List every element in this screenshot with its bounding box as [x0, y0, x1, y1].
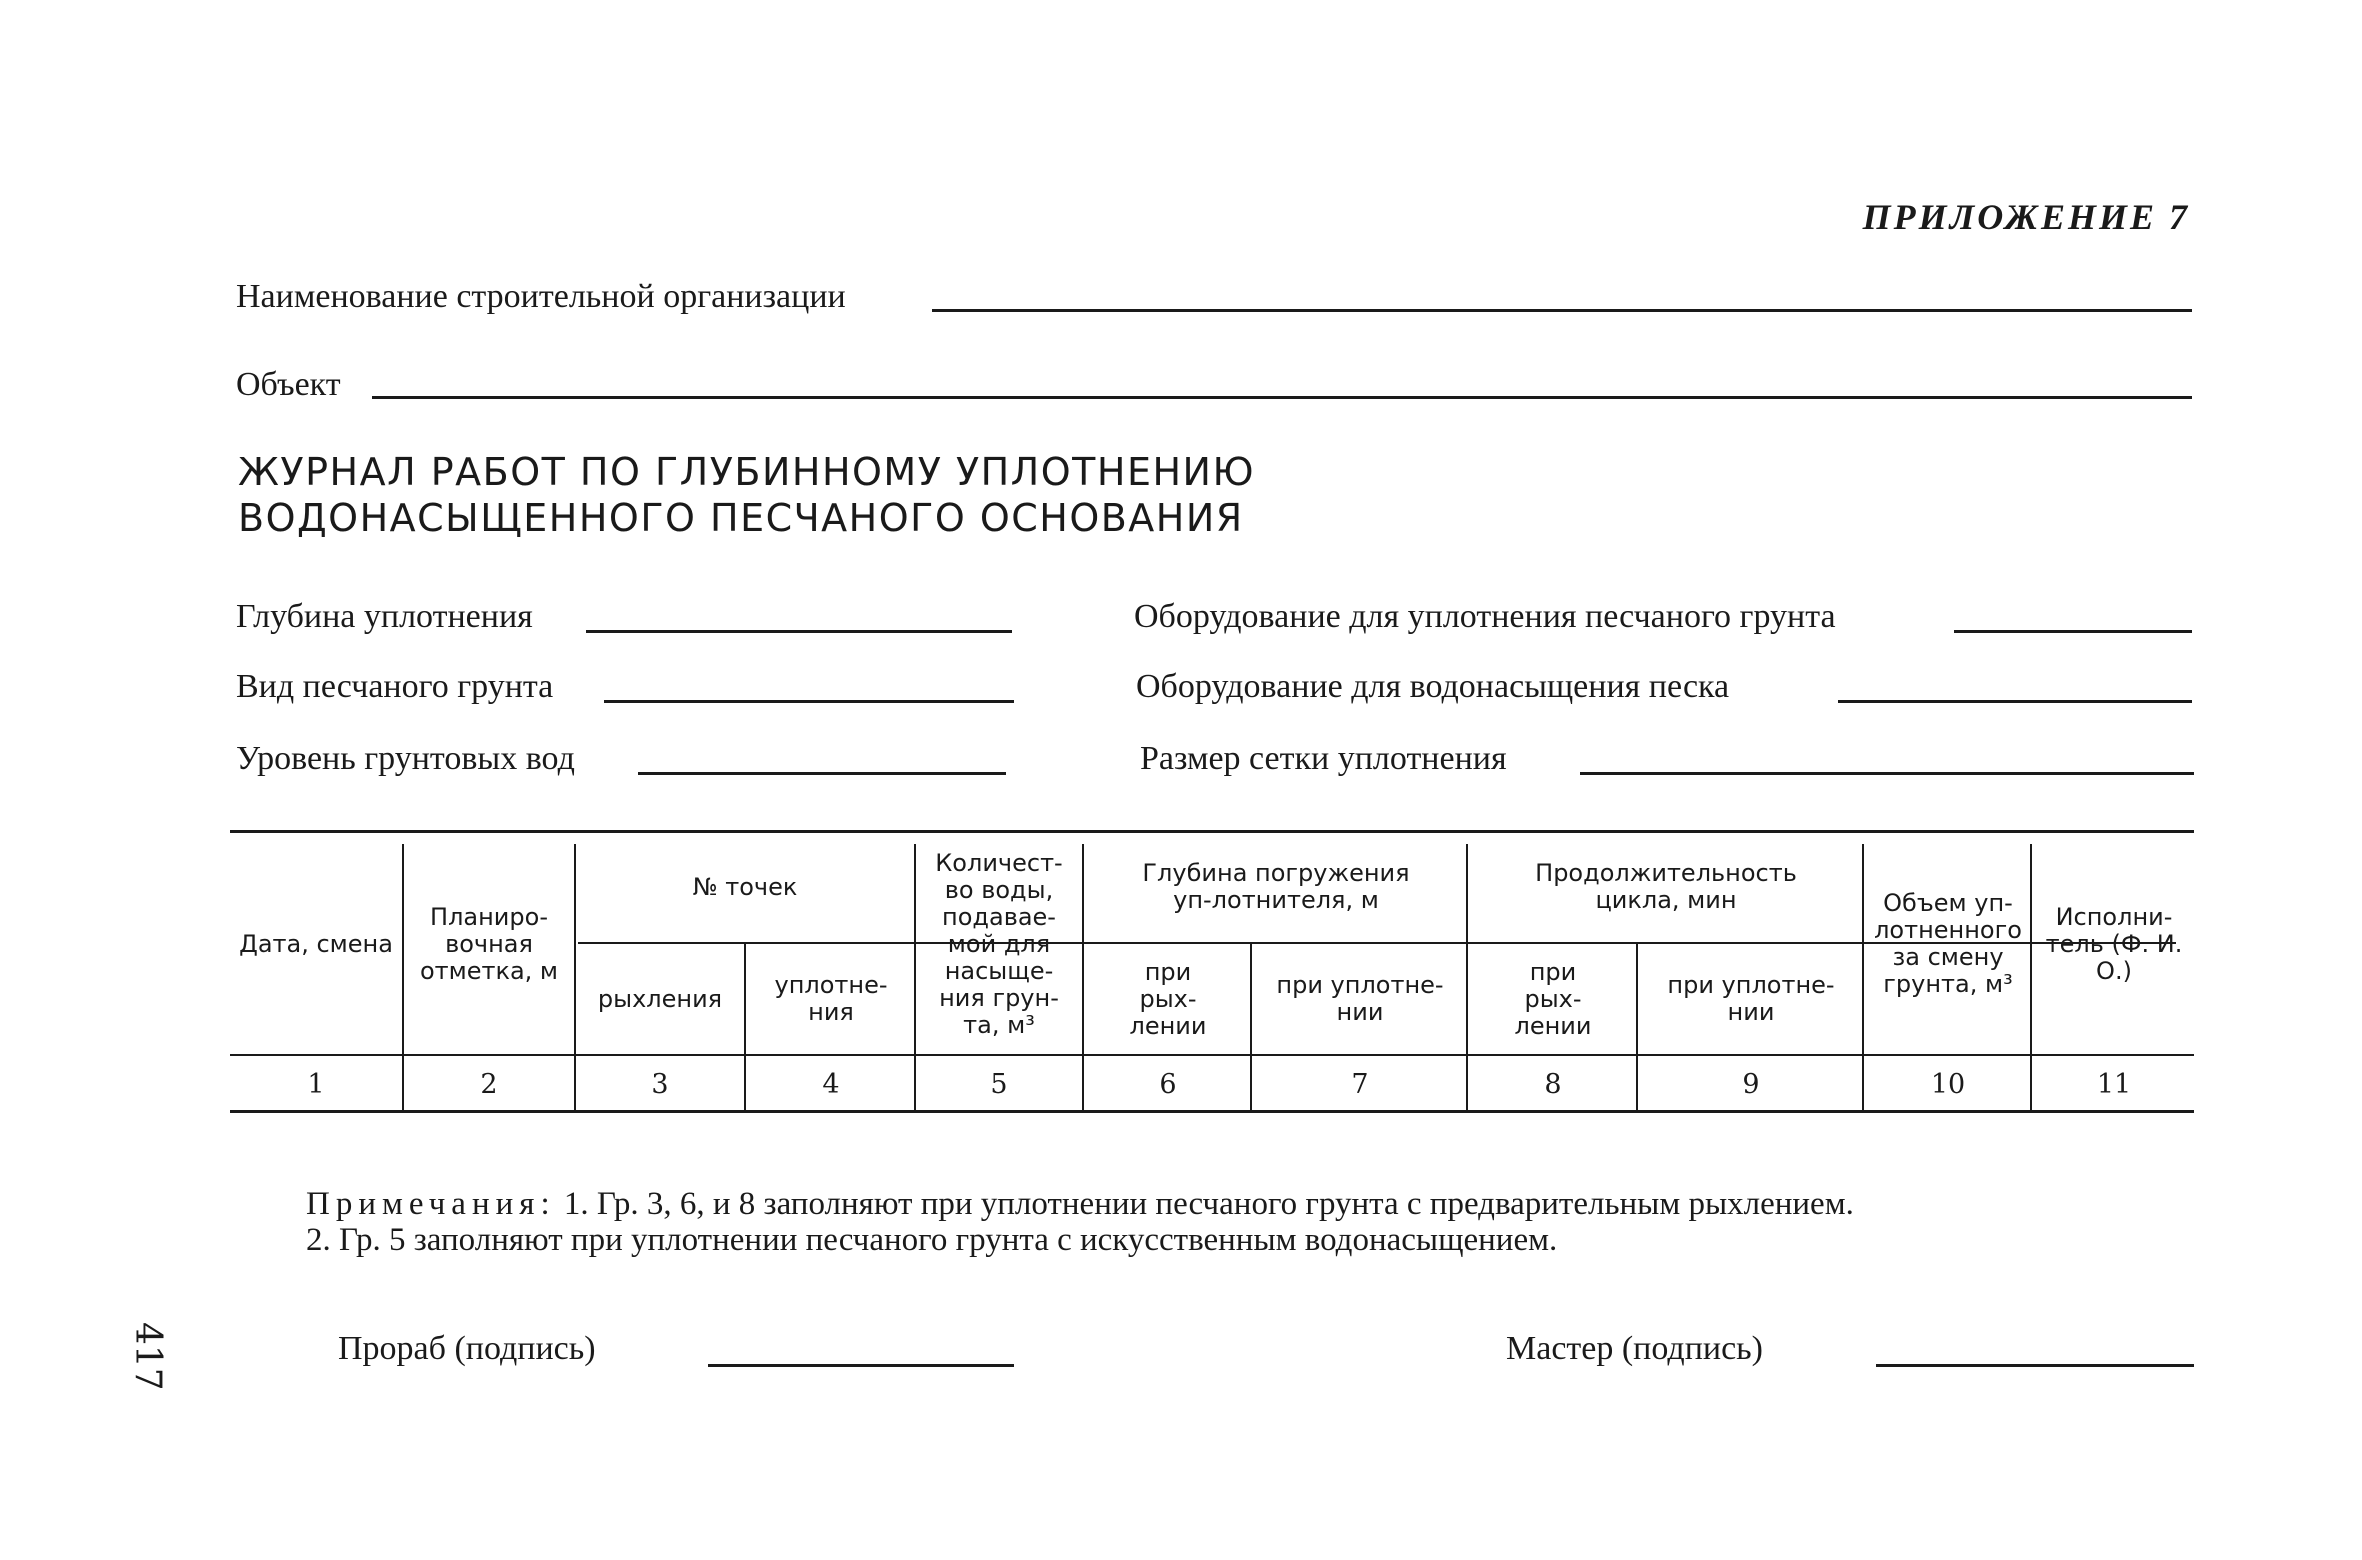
column-number: 8 — [1544, 1068, 1562, 1100]
col-divider — [402, 844, 404, 1110]
foreman-signature-label: Прораб (подпись) — [338, 1330, 596, 1367]
column-number: 5 — [990, 1068, 1008, 1100]
header-water-amount: Количест-во воды, подавае-мой для насыще-ния грун-та, м³ — [935, 848, 1063, 1039]
header-depth: Глубина погружения уп-лотнителя, м — [1142, 859, 1410, 914]
header-duration: Продолжительность цикла, мин — [1535, 859, 1797, 914]
header-bottom-rule — [230, 1054, 2194, 1056]
header-date: Дата, смена — [239, 929, 393, 958]
foreman-signature-field[interactable] — [708, 1364, 1014, 1367]
col-divider — [1250, 942, 1252, 1110]
groundwater-field[interactable] — [638, 772, 1006, 775]
header-depth-loosening: при рых-лении — [1129, 957, 1207, 1040]
col-divider — [744, 942, 746, 1110]
column-number: 10 — [1930, 1068, 1966, 1100]
notes-line1 — [306, 1186, 1854, 1223]
saturation-equipment-label: Оборудование для водонасыщения песка — [1136, 668, 1730, 705]
header-performer: Исполни-тель (Ф. И. О.) — [2045, 902, 2183, 985]
organization-label: Наименование строительной организации — [236, 278, 846, 315]
col-divider — [1082, 844, 1084, 1110]
soil-type-field[interactable] — [604, 700, 1014, 703]
header-volume: Объем уп-лотненного за смену грунта, м³ — [1874, 889, 2022, 998]
column-number: 2 — [480, 1068, 498, 1100]
column-number: 7 — [1351, 1068, 1369, 1100]
col-divider — [1862, 844, 1864, 1110]
header-duration-loosening: при рых-лении — [1514, 957, 1592, 1040]
organization-field[interactable] — [932, 309, 2192, 312]
master-signature-label: Мастер (подпись) — [1506, 1330, 1764, 1367]
appendix-label: ПРИЛОЖЕНИЕ 7 — [1862, 197, 2190, 237]
groundwater-label: Уровень грунтовых вод — [236, 740, 575, 777]
header-points-loosening: рыхления — [597, 984, 723, 1013]
col-divider — [1466, 844, 1468, 1110]
compaction-equipment-field[interactable] — [1954, 630, 2192, 633]
grid-size-field[interactable] — [1580, 772, 2194, 775]
object-field[interactable] — [372, 396, 2192, 399]
column-number: 11 — [2096, 1068, 2132, 1100]
col-divider — [1636, 942, 1638, 1110]
object-label: Объект — [236, 366, 341, 403]
note-1: 1. Гр. 3, 6, и 8 заполняют при уплотнении песчаного грунта с предварительным рыхлением. — [563, 1186, 1854, 1222]
soil-type-label: Вид песчаного грунта — [236, 668, 554, 705]
compaction-equipment-label: Оборудование для уплотнения песчаного грунта — [1134, 598, 1836, 635]
column-number: 3 — [651, 1068, 669, 1100]
depth-label: Глубина уплотнения — [236, 598, 533, 635]
header-points-compaction: уплотне-ния — [774, 971, 888, 1026]
header-depth-compaction: при уплотне-нии — [1276, 971, 1444, 1026]
col-divider — [914, 844, 916, 1110]
journal-title-line2: ВОДОНАСЫЩЕННОГО ПЕСЧАНОГО ОСНОВАНИЯ — [238, 496, 1244, 540]
column-number: 4 — [822, 1068, 840, 1100]
header-points: № точек — [692, 872, 798, 901]
depth-field[interactable] — [586, 630, 1012, 633]
column-number: 1 — [307, 1068, 325, 1100]
notes-label: Примечания: — [306, 1186, 556, 1222]
table-top-rule — [230, 830, 2194, 833]
page-number: 417 — [127, 1322, 168, 1391]
col-divider — [2030, 844, 2032, 1110]
grid-size-label: Размер сетки уплотнения — [1140, 740, 1507, 777]
table-bottom-rule — [230, 1110, 2194, 1113]
note-2: 2. Гр. 5 заполняют при уплотнении песчаного грунта с искусственным водонасыщением. — [306, 1222, 1558, 1258]
header-duration-compaction: при уплотне-нии — [1667, 971, 1835, 1026]
column-number: 9 — [1742, 1068, 1760, 1100]
column-number: 6 — [1159, 1068, 1177, 1100]
saturation-equipment-field[interactable] — [1838, 700, 2192, 703]
journal-table — [230, 828, 2194, 1112]
journal-title-line1: ЖУРНАЛ РАБОТ ПО ГЛУБИННОМУ УПЛОТНЕНИЮ — [238, 450, 1255, 494]
master-signature-field[interactable] — [1876, 1364, 2194, 1367]
header-elevation: Планиро-вочная отметка, м — [419, 902, 559, 985]
